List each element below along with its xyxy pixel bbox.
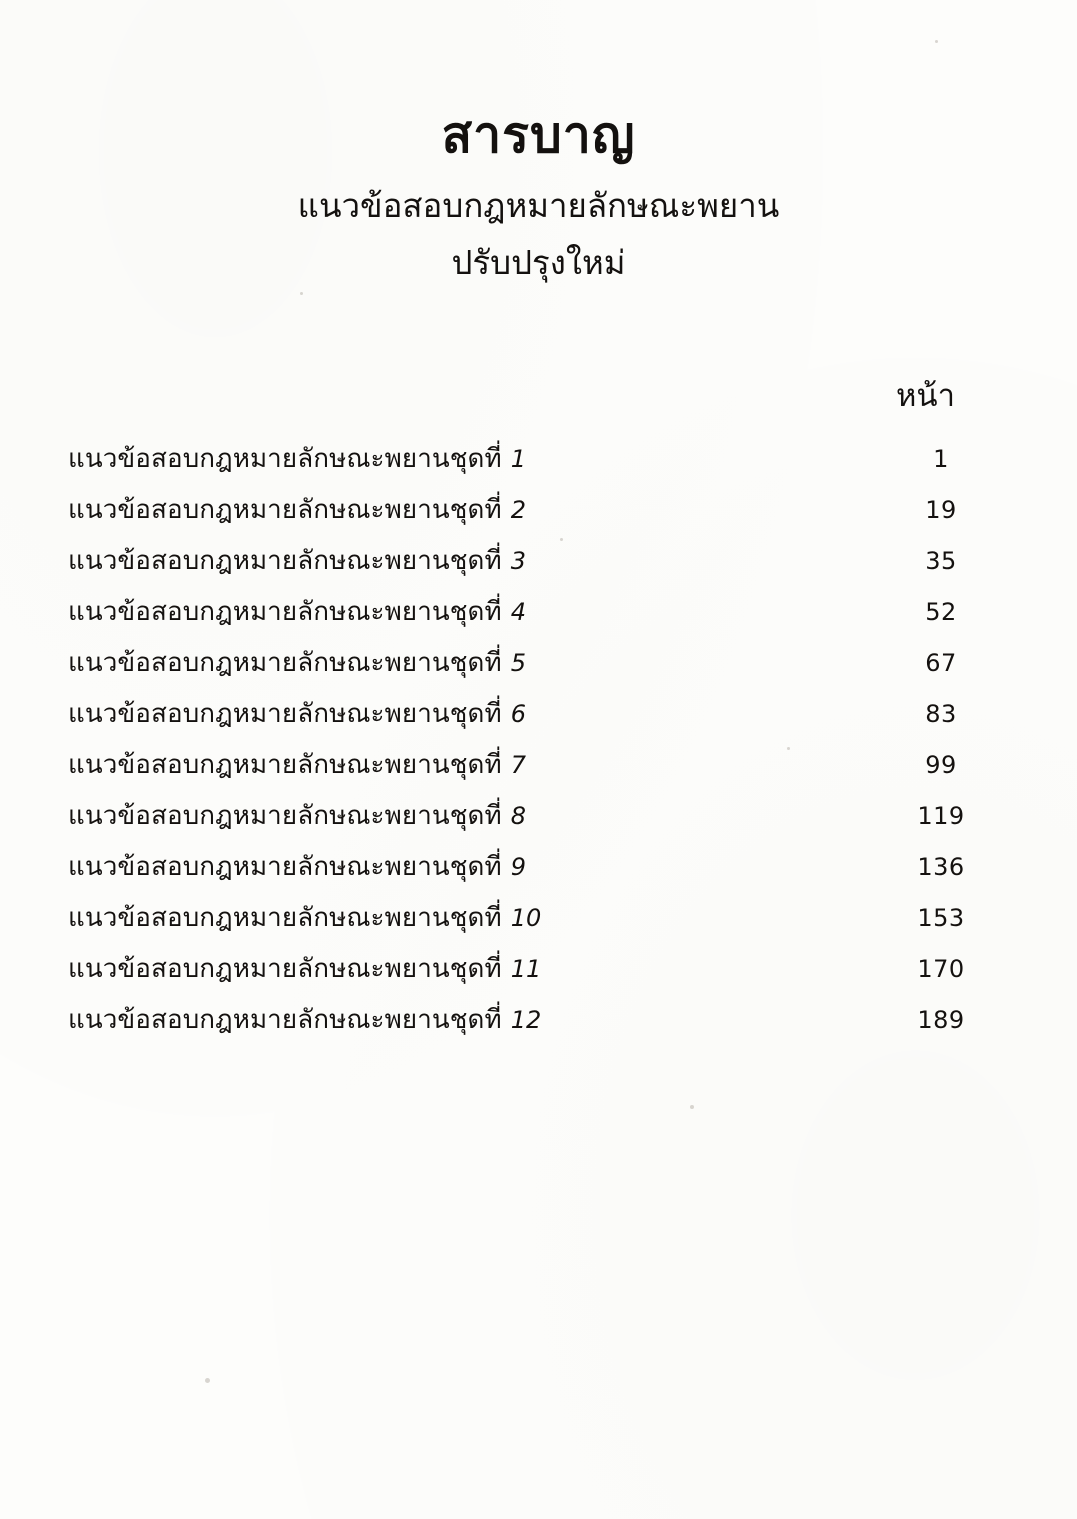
scan-speck [690,1105,694,1109]
toc-entry-number: 9 [510,853,527,881]
toc-entry[interactable] [68,999,973,1050]
toc-entry[interactable] [68,642,973,693]
scan-speck [205,1378,210,1383]
toc-entry-page: 99 [925,751,957,779]
toc-entry-label: แนวข้อสอบกฎหมายลักษณะพยานชุดที่ [68,546,502,576]
document-subtitle-line-1: แนวข้อสอบกฎหมายลักษณะพยาน [297,186,780,225]
toc-entry-label: แนวข้อสอบกฎหมายลักษณะพยานชุดที่ [68,444,502,474]
toc-entry-page: 170 [917,955,965,983]
scan-speck [935,40,938,43]
toc-entry-label: แนวข้อสอบกฎหมายลักษณะพยานชุดที่ [68,699,502,729]
toc-entry[interactable] [68,846,973,897]
page-title: สารบาญ [441,106,636,164]
toc-entry-label: แนวข้อสอบกฎหมายลักษณะพยานชุดที่ [68,1005,502,1035]
scan-speck [787,747,790,750]
toc-entry-page: 52 [925,598,957,626]
scan-speck [560,538,563,541]
toc-entry[interactable] [68,591,973,642]
toc-entry-page: 35 [925,547,957,575]
toc-entry[interactable] [68,540,973,591]
toc-entry-page: 67 [925,649,957,677]
toc-entry-page: 1 [933,445,949,473]
toc-entry[interactable] [68,795,973,846]
toc-entry-label: แนวข้อสอบกฎหมายลักษณะพยานชุดที่ [68,801,502,831]
toc-entry-number: 10 [510,904,542,932]
document-subtitle-line-2: ปรับปรุงใหม่ [451,243,626,283]
toc-entry-number: 12 [510,1006,542,1034]
table-of-contents [0,438,1077,1050]
page-column-header: หน้า [895,378,955,414]
toc-entry-number: 8 [510,802,527,830]
toc-entry[interactable] [68,489,973,540]
toc-entry-page: 83 [925,700,957,728]
toc-entry-number: 3 [510,547,527,575]
toc-entry-page: 119 [917,802,965,830]
toc-entry-label: แนวข้อสอบกฎหมายลักษณะพยานชุดที่ [68,852,502,882]
toc-entry-label: แนวข้อสอบกฎหมายลักษณะพยานชุดที่ [68,495,502,525]
toc-entry-label: แนวข้อสอบกฎหมายลักษณะพยานชุดที่ [68,648,502,678]
toc-entry-page: 19 [925,496,957,524]
toc-entry[interactable] [68,744,973,795]
scan-speck [300,292,303,295]
toc-entry[interactable] [68,693,973,744]
toc-entry[interactable] [68,897,973,948]
toc-entry-number: 2 [510,496,527,524]
toc-entry-number: 7 [510,751,527,779]
toc-entry-page: 189 [917,1006,965,1034]
toc-entry-label: แนวข้อสอบกฎหมายลักษณะพยานชุดที่ [68,903,502,933]
toc-entry-label: แนวข้อสอบกฎหมายลักษณะพยานชุดที่ [68,750,502,780]
toc-entry-page: 153 [917,904,965,932]
toc-entry-number: 5 [510,649,527,677]
toc-entry-number: 11 [510,955,542,983]
toc-entry-label: แนวข้อสอบกฎหมายลักษณะพยานชุดที่ [68,954,502,984]
toc-entry-number: 1 [510,445,527,473]
toc-entry-number: 6 [510,700,527,728]
toc-entry[interactable] [68,948,973,999]
toc-entry[interactable] [68,438,973,489]
toc-entry-page: 136 [917,853,965,881]
toc-entry-number: 4 [510,598,527,626]
toc-entry-label: แนวข้อสอบกฎหมายลักษณะพยานชุดที่ [68,597,502,627]
title-block [0,0,1077,284]
